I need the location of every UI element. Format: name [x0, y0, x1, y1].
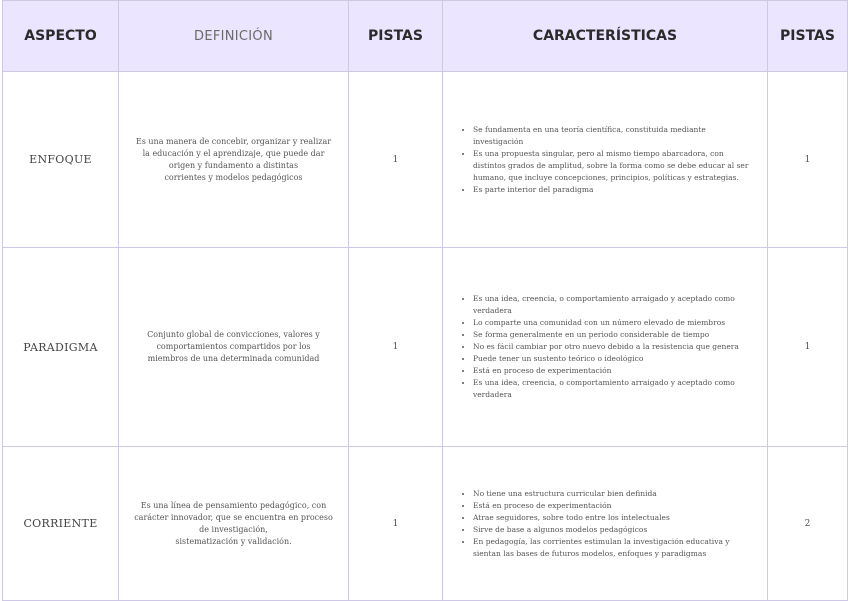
definition-line: miembros de una determinada comunidad — [147, 354, 320, 363]
definition-line: la educación y el aprendizaje, que puede dar — [142, 148, 325, 158]
definition-line: Es una manera de concebir, organizar y realizar — [135, 136, 332, 146]
characteristics-cell — [443, 447, 768, 601]
list-item: • Está en proceso de experimentación — [473, 365, 757, 377]
definition-line: de investigación, — [199, 524, 268, 534]
definition-cell — [119, 248, 349, 447]
definition-line: Es una línea de pensamiento pedagógico, con — [140, 500, 327, 510]
header-pistas-2: PISTAS — [768, 1, 848, 72]
definition-cell — [119, 72, 349, 248]
list-item: • Está en proceso de experimentación — [473, 500, 757, 512]
list-item: • Es una idea, creencia, o comportamiento arraigado y aceptado como verdadera — [473, 293, 757, 317]
list-item: • Es una propuesta singular, pero al mismo tiempo abarcadora, con distintos grados de amplitud, sobre la forma como se debe educar al ser humano, que incluye concepciones, principios, políticas y estrategias. — [473, 148, 757, 184]
header-row — [3, 1, 848, 72]
list-item: • Atrae seguidores, sobre todo entre los intelectuales — [473, 512, 757, 524]
pistas-cell: 1 — [768, 72, 848, 248]
aspect-cell: CORRIENTE — [3, 447, 119, 601]
header-definicion: DEFINICIÓN — [119, 1, 349, 72]
aspect-cell: PARADIGMA — [3, 248, 119, 447]
characteristics-cell — [443, 248, 768, 447]
table-row-paradigma — [3, 248, 848, 447]
pistas-cell: 1 — [349, 447, 443, 601]
table-row-enfoque — [3, 72, 848, 248]
definition-line: carácter innovador, que se encuentra en proceso — [134, 512, 333, 522]
pistas-cell: 1 — [349, 72, 443, 248]
header-pistas-1: PISTAS — [349, 1, 443, 72]
aspect-cell: ENFOQUE — [3, 72, 119, 248]
characteristics-list — [459, 293, 757, 401]
list-item: • Es parte interior del paradigma — [473, 184, 757, 196]
definition-line: Conjunto global de convicciones, valores y — [147, 330, 320, 339]
definition-line: origen y fundamento a distintas — [168, 160, 299, 170]
list-item: • No es fácil cambiar por otro nuevo debido a la resistencia que genera — [473, 341, 757, 353]
header-aspecto: ASPECTO — [3, 1, 119, 72]
list-item: • En pedagogía, las corrientes estimulan la investigación educativa y sientan las bases de futuros modelos, enfoques y paradigmas — [473, 536, 757, 560]
definition-line: comportamientos compartidos por los — [156, 342, 311, 351]
pistas-cell: 2 — [768, 447, 848, 601]
definition-cell — [119, 447, 349, 601]
definition-line: sistematización y validación. — [175, 536, 292, 546]
characteristics-list — [459, 488, 757, 560]
characteristics-cell — [443, 72, 768, 248]
table-row-corriente — [3, 447, 848, 601]
list-item: • No tiene una estructura curricular bien definida — [473, 488, 757, 500]
list-item: • Lo comparte una comunidad con un número elevado de miembros — [473, 317, 757, 329]
definition-line: corrientes y modelos pedagógicos — [164, 172, 303, 182]
list-item: • Se fundamenta en una teoría científica, constituida mediante investigación — [473, 124, 757, 148]
list-item: • Es una idea, creencia, o comportamiento arraigado y aceptado como verdadera — [473, 377, 757, 401]
pistas-cell: 1 — [349, 248, 443, 447]
header-caracteristicas: CARACTERÍSTICAS — [443, 1, 768, 72]
pistas-cell: 1 — [768, 248, 848, 447]
list-item: • Se forma generalmente en un periodo considerable de tiempo — [473, 329, 757, 341]
comparison-table — [2, 0, 848, 601]
list-item: • Sirve de base a algunos modelos pedagógicos — [473, 524, 757, 536]
list-item: • Puede tener un sustento teórico o ideológico — [473, 353, 757, 365]
characteristics-list — [459, 124, 757, 196]
